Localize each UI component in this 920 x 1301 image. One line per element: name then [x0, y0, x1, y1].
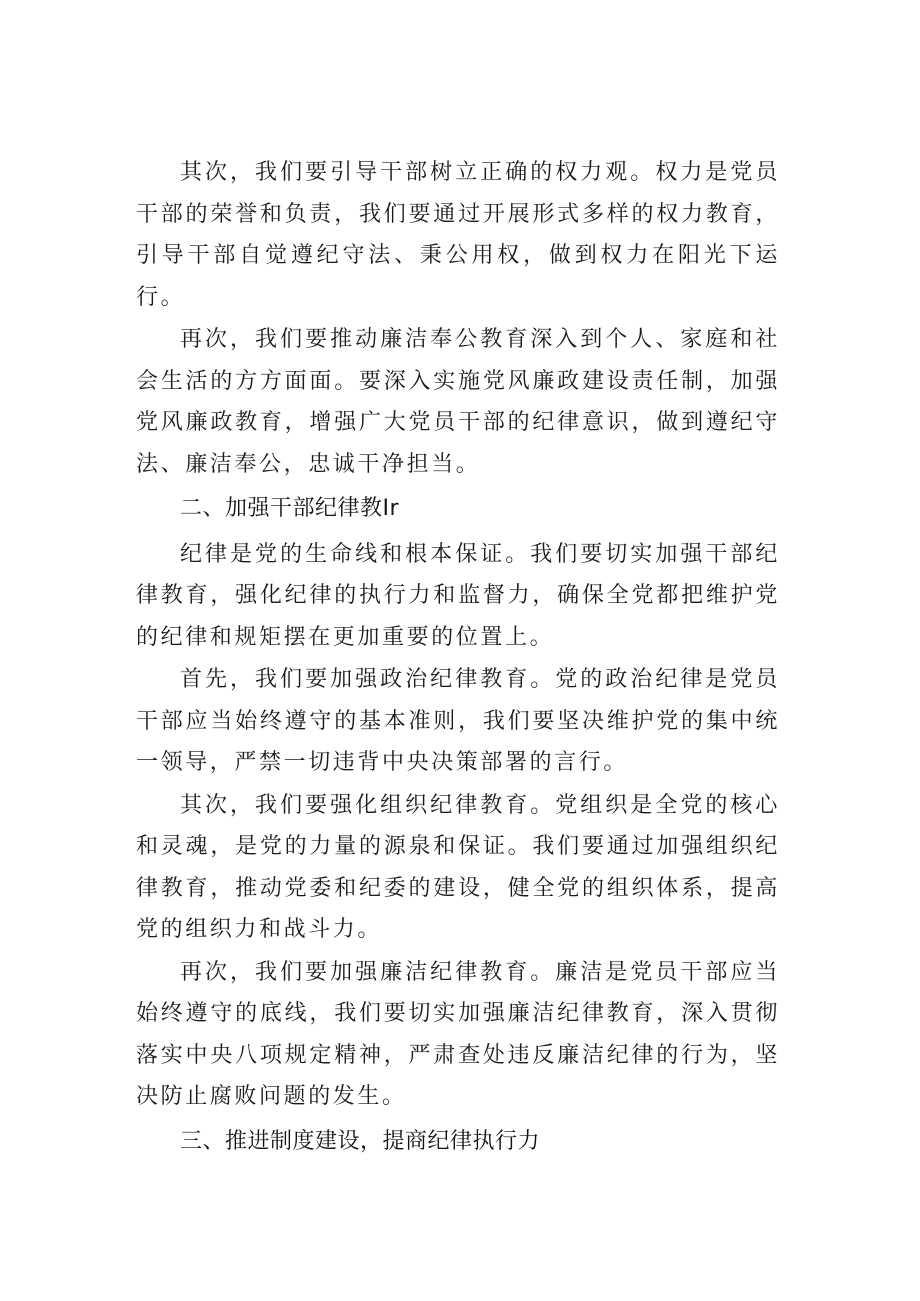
paragraph-integrity-discipline: 再次，我们要加强廉洁纪律教育。廉洁是党员干部应当始终遵守的底线，我们要切实加强廉洁纪律教育，深入贯彻落实中央八项规定精神，严肃查处违反廉洁纪律的行为，坚决防止腐败问题的发生。 — [136, 959, 780, 1109]
paragraph-political-discipline: 首先，我们要加强政治纪律教育。党的政治纪律是党员干部应当始终遵守的基本准则，我们要坚决维护党的集中统一领导，严禁一切违背中央决策部署的言行。 — [136, 667, 780, 775]
section-heading-discipline-education: 二、加强干部纪律教Ir — [180, 496, 400, 521]
section-heading-institution-building: 三、推进制度建设，提商纪律执行力 — [180, 1128, 541, 1154]
paragraph-organizational-discipline: 其次，我们要强化组织纪律教育。党组织是全党的核心和灵魂，是党的力量的源泉和保证。我们要通过加强组织纪律教育，推动党委和纪委的建设，健全党的组织体系，提高党的组织力和战斗力。 — [136, 792, 780, 942]
paragraph-discipline-lifeline: 纪律是党的生命线和根本保证。我们要切实加强干部纪律教育，强化纪律的执行力和监督力，确保全党都把维护党的纪律和规矩摆在更加重要的位置上。 — [136, 541, 780, 650]
paragraph-integrity-education: 再次，我们要推动廉洁奉公教育深入到个人、家庭和社会生活的方方面面。要深入实施党风廉政建设责任制，加强党风廉政教育，增强广大党员干部的纪律意识，做到遵纪守法、廉洁奉公，忠诚干净担当。 — [136, 327, 780, 477]
paragraph-power-view: 其次，我们要引导干部树立正确的权力观。权力是党员干部的荣誉和负责，我们要通过开展形式多样的权力教育，引导干部自觉遵纪守法、秉公用权，做到权力在阳光下运行。 — [136, 160, 780, 310]
